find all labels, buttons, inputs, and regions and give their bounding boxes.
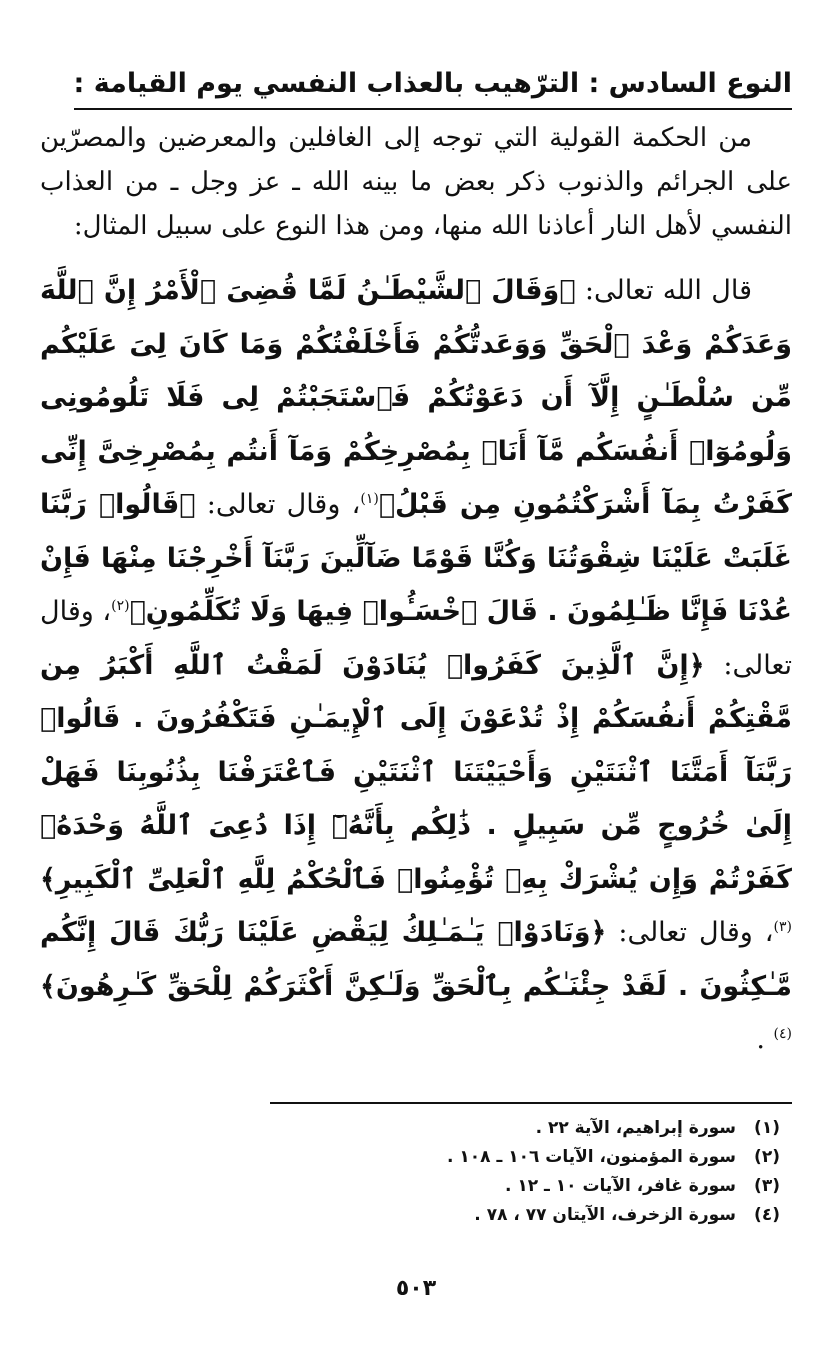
footnote-text: سورة إبراهيم، الآية ٢٢ . — [535, 1118, 736, 1138]
quote-close-bracket: ﴾ — [40, 970, 56, 1002]
footnote-ref-2[interactable]: (٢) — [111, 598, 130, 614]
section-heading: النوع السادس : الترّهيب بالعذاب النفسي يوم القيامة : — [74, 62, 792, 110]
quote-open-bracket: ﴿ — [559, 275, 576, 306]
footnote-ref-4[interactable]: (٤) — [773, 1026, 792, 1042]
footnotes-list — [40, 1114, 780, 1230]
footnote-item — [40, 1201, 780, 1230]
page-body — [40, 62, 792, 1347]
footnote-item — [40, 1114, 780, 1143]
passage-lead-2: ، وقال تعالى: — [206, 489, 361, 520]
passage-lead-3: ، وقال تعالى: — [40, 596, 792, 681]
footnote-text: سورة غافر، الآيات ١٠ ـ ١٢ . — [504, 1176, 736, 1196]
footnote-ref-1[interactable]: (١) — [360, 491, 379, 507]
footnote-number: (١) — [754, 1118, 780, 1138]
footnote-ref-3[interactable]: (٣) — [773, 919, 792, 935]
verse-muminun: قَالُوا۟ رَبَّنَا غَلَبَتْ عَلَيْنَا شِقْوَتُنَا وَكُنَّا قَوْمًا ضَآلِّينَ رَبَّنَآ أَخْرِجْنَا مِنْهَا فَإِنْ عُدْنَا فَإِنَّا ظَـٰلِمُونَ . قَالَ ٱخْسَـُٔوا۟ فِيهَا وَلَا تُكَلِّمُونِ — [40, 489, 792, 627]
footnote-number: (٢) — [754, 1147, 780, 1167]
footnote-text: سورة الزخرف، الآيتان ٧٧ ، ٧٨ . — [474, 1205, 736, 1225]
passage-lead-4: ، وقال تعالى: — [618, 917, 774, 948]
quote-close-bracket: ﴾ — [378, 489, 396, 520]
footnote-number: (٣) — [754, 1176, 780, 1196]
page-number: ٥٠٣ — [395, 1276, 437, 1301]
footnote-number: (٤) — [754, 1205, 780, 1225]
footnote-divider — [270, 1102, 792, 1104]
verse-ghafir: إِنَّ ٱلَّذِينَ كَفَرُوا۟ يُنَادَوْنَ لَمَقْتُ ٱللَّهِ أَكْبَرُ مِن مَّقْتِكُمْ أَنفُسَكُمْ إِذْ تُدْعَوْنَ إِلَى ٱلْإِيمَـٰنِ فَتَكْفُرُونَ . قَالُوا۟ رَبَّنَآ أَمَتَّنَا ٱثْنَتَيْنِ وَأَحْيَيْتَنَا ٱثْنَتَيْنِ فَٱعْتَرَفْنَا بِذُنُوبِنَا فَهَلْ إِلَىٰ خُرُوجٍ مِّن سَبِيلٍ . ذَٰلِكُم بِأَنَّهُۥٓ إِذَا دُعِىَ ٱللَّهُ وَحْدَهُۥ كَفَرْتُمْ وَإِن يُشْرَكْ بِهِۦ تُؤْمِنُوا۟ فَٱلْحُكْمُ لِلَّهِ ٱلْعَلِىِّ ٱلْكَبِيرِ — [40, 649, 792, 895]
passage-end: . — [756, 1024, 765, 1055]
footnote-text: سورة المؤمنون، الآيات ١٠٦ ـ ١٠٨ . — [447, 1147, 736, 1167]
quran-passage — [40, 264, 792, 1067]
footnote-item — [40, 1143, 780, 1172]
quote-open-bracket: ﴿ — [590, 917, 607, 948]
quote-open-bracket: ﴿ — [688, 649, 705, 681]
quote-close-bracket: ﴾ — [129, 596, 146, 627]
passage-lead-1: قال الله تعالى: — [584, 275, 752, 306]
verse-zukhruf: وَنَادَوْا۟ يَـٰمَـٰلِكُ لِيَقْضِ عَلَيْنَا رَبُّكَ قَالَ إِنَّكُم مَّـٰكِثُونَ . لَقَدْ جِئْنَـٰكُم بِٱلْحَقِّ وَلَـٰكِنَّ أَكْثَرَكُمْ لِلْحَقِّ كَـٰرِهُونَ — [40, 917, 792, 1002]
footnote-item — [40, 1172, 780, 1201]
quote-close-bracket: ﴾ — [40, 863, 56, 895]
verse-ibrahim: وَقَالَ ٱلشَّيْطَـٰنُ لَمَّا قُضِىَ ٱلْأَمْرُ إِنَّ ٱللَّهَ وَعَدَكُمْ وَعْدَ ٱلْحَقِّ وَوَعَدتُّكُمْ فَأَخْلَفْتُكُمْ وَمَا كَانَ لِىَ عَلَيْكُم مِّن سُلْطَـٰنٍ إِلَّآ أَن دَعَوْتُكُمْ فَٱسْتَجَبْتُمْ لِى فَلَا تَلُومُونِى وَلُومُوٓا۟ أَنفُسَكُم مَّآ أَنَا۠ بِمُصْرِخِكُمْ وَمَآ أَنتُم بِمُصْرِخِىَّ إِنِّى كَفَرْتُ بِمَآ أَشْرَكْتُمُونِ مِن قَبْلُ — [40, 275, 792, 520]
quote-open-bracket: ﴿ — [179, 489, 196, 520]
intro-paragraph: من الحكمة القولية التي توجه إلى الغافلين والمعرضين والمصرّين على الجرائم والذنوب ذكر بعض ما بينه الله ـ عز وجل ـ من العذاب النفسي لأهل النار أعاذنا الله منها، ومن هذا النوع على سبيل المثال: — [40, 123, 792, 241]
